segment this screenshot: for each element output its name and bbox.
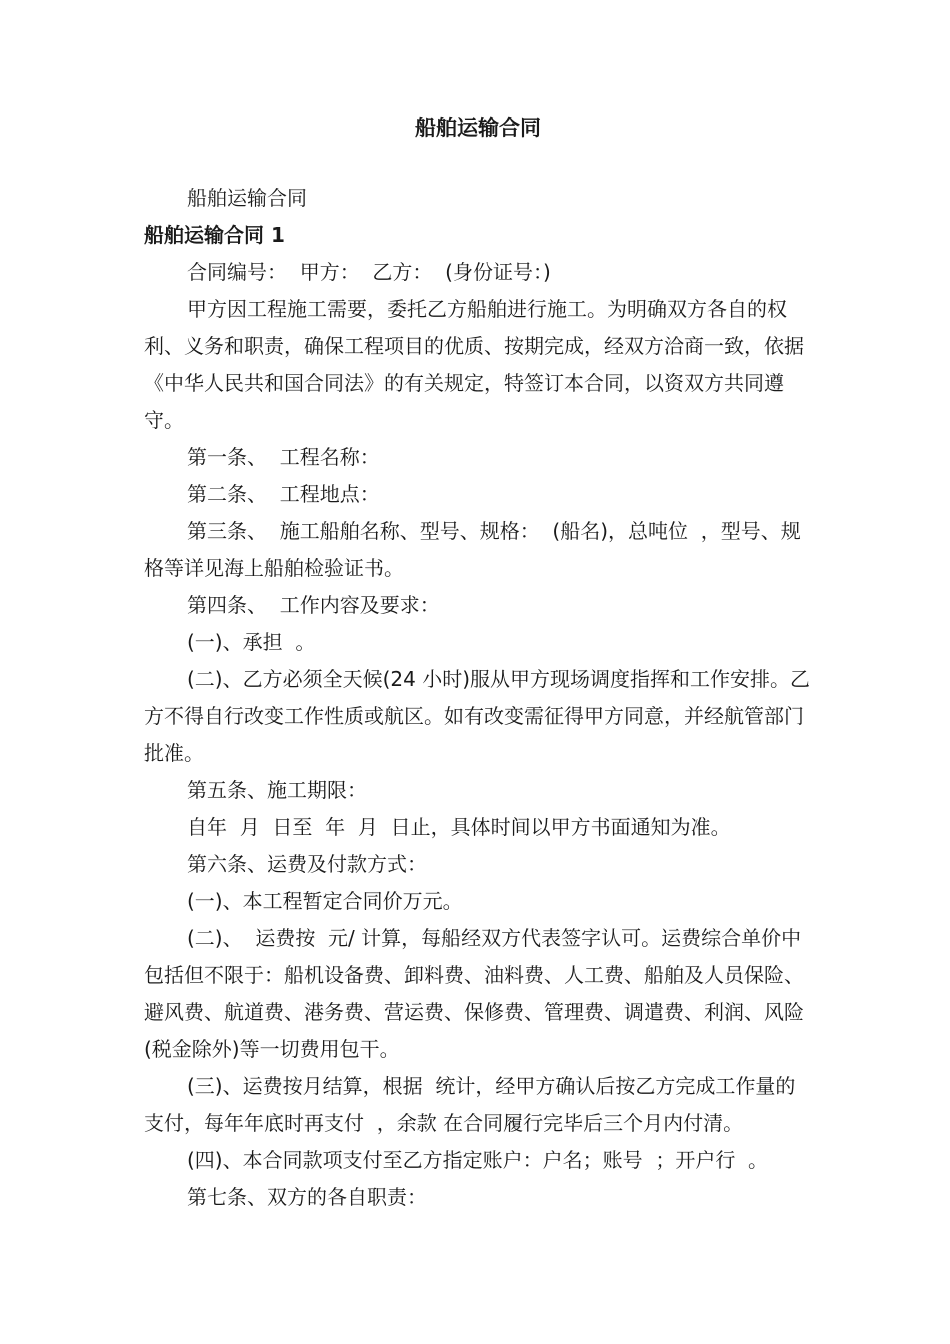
paragraph: (三)、运费按月结算，根据 统计，经甲方确认后按乙方完成工作量的 支付，每年年底时再支付 ，余款 在合同履行完毕后三个月内付清。: [144, 1074, 802, 1135]
paragraph: 合同编号： 甲方： 乙方： (身份证号：): [187, 260, 551, 284]
paragraph: (四)、本合同款项支付至乙方指定账户：户名；账号 ；开户行 。: [187, 1148, 769, 1172]
paragraph: 第一条、 工程名称：: [187, 445, 380, 469]
section-heading: 船舶运输合同 1: [144, 223, 285, 247]
document-title: 船舶运输合同: [415, 116, 541, 140]
paragraph: (二)、乙方必须全天候(24 小时)服从甲方现场调度指挥和工作安排。乙方不得自行改变工作性质或航区。如有改变需征得甲方同意，并经航管部门批准。: [144, 667, 811, 765]
paragraph: 第六条、运费及付款方式：: [187, 852, 427, 876]
document-body: [144, 180, 812, 1216]
paragraph: 甲方因工程施工需要，委托乙方船舶进行施工。为明确双方各自的权利、义务和职责，确保工程项目的优质、按期完成，经双方洽商一致，依据《中华人民共和国合同法》的有关规定，特签订本合同，以资双方共同遵守。: [144, 297, 804, 432]
paragraph: 第五条、施工期限：: [187, 778, 367, 802]
paragraph: 第七条、双方的各自职责：: [187, 1185, 427, 1209]
paragraph: (二)、 运费按 元/ 计算，每船经双方代表签字认可。运费综合单价中包括但不限于：船机设备费、卸料费、油料费、人工费、船舶及人员保险、避风费、航道费、港务费、营运费、保修费、管理费、调遣费、利润、风险(税金除外)等一切费用包干。: [144, 926, 804, 1061]
paragraph: (一)、本工程暂定合同价万元。: [187, 889, 463, 913]
paragraph: (一)、承担 。: [187, 630, 316, 654]
paragraph: 第三条、 施工船舶名称、型号、规格： (船名)，总吨位 ，型号、规格等详见海上船舶检验证书。: [144, 519, 801, 580]
paragraph: 第四条、 工作内容及要求：: [187, 593, 440, 617]
paragraph: 第二条、 工程地点：: [187, 482, 380, 506]
document-page: [144, 108, 812, 1216]
paragraph: 自年 月 日至 年 月 日止，具体时间以甲方书面通知为准。: [187, 815, 731, 839]
paragraph: 船舶运输合同: [187, 186, 307, 210]
